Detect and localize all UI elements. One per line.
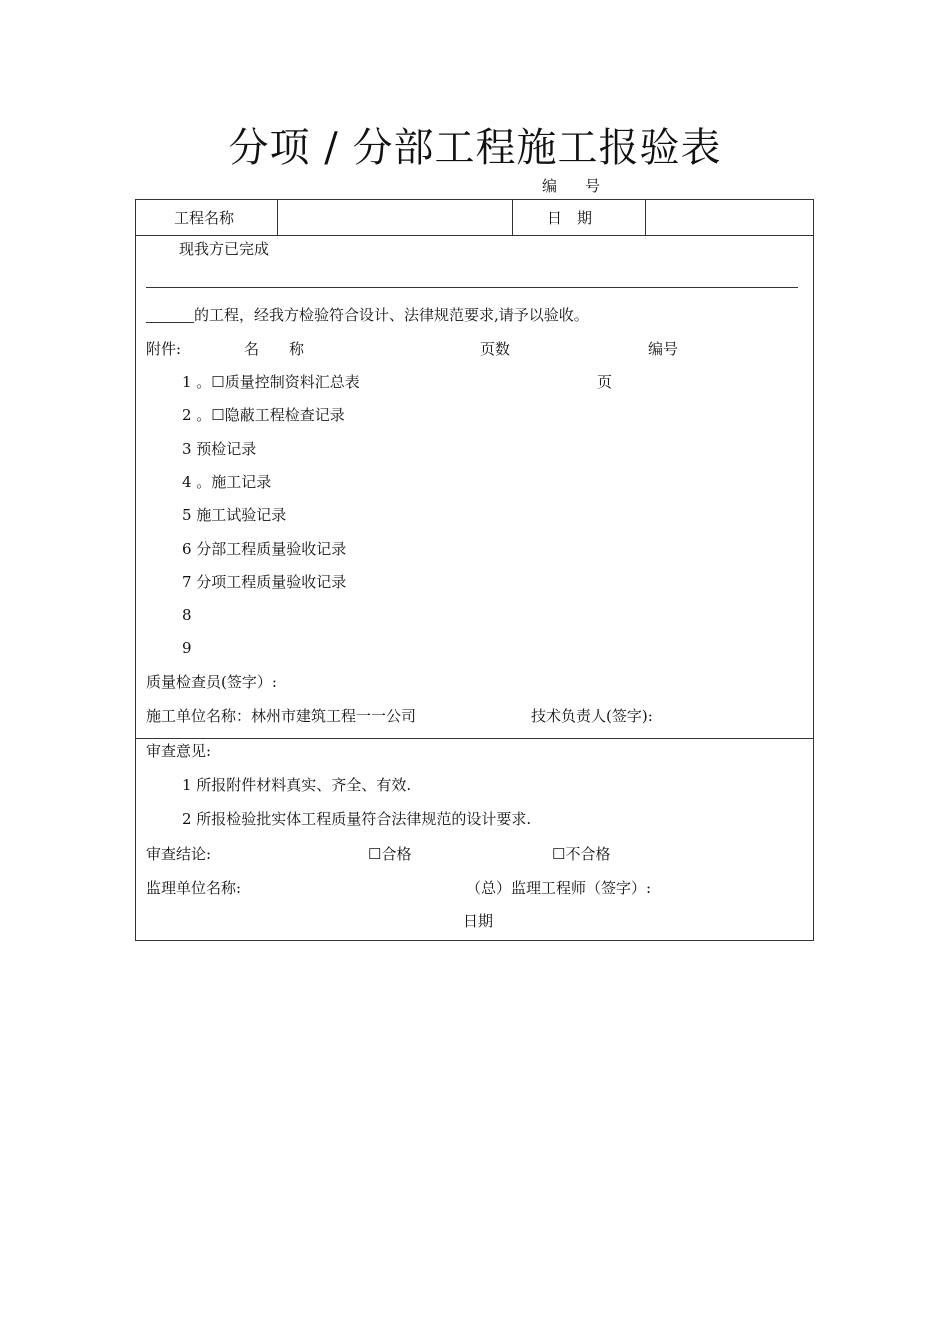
pass-checkbox[interactable]: ☐合格 — [368, 845, 412, 863]
attachment-item: 7 分项工程质量验收记录 — [182, 573, 347, 591]
project-name-label: 工程名称 — [174, 209, 235, 227]
statement-text: 的工程，经我方检验符合设计、法律规范要求,请予以验收。 — [194, 306, 589, 324]
attachment-item: 6 分部工程质量验收记录 — [182, 540, 347, 558]
chief-engineer-signature-label: （总）监理工程师（签字）: — [466, 879, 652, 897]
work-description-blank[interactable] — [146, 287, 798, 288]
attachment-item: 2 。☐隐蔽工程检查记录 — [182, 406, 345, 424]
attachment-item: 1 。☐质量控制资料汇总表 — [182, 373, 360, 391]
form-title: 分项 / 分部工程施工报验表 — [228, 125, 722, 171]
fail-checkbox[interactable]: ☐不合格 — [552, 845, 611, 863]
attachment-item: 9 — [182, 639, 192, 657]
review-conclusion-label: 审查结论: — [146, 845, 212, 863]
review-section-border — [136, 738, 813, 739]
supervisor-unit-label: 监理单位名称: — [146, 879, 242, 897]
serial-number-label: 编号 — [542, 177, 629, 195]
review-date-label: 日期 — [463, 912, 494, 930]
header-divider-1 — [277, 200, 278, 235]
review-opinion-label: 审查意见: — [146, 742, 212, 760]
header-divider-2 — [512, 200, 513, 235]
attachment-label: 附件: — [146, 340, 182, 358]
work-type-blank[interactable] — [146, 322, 194, 323]
column-pages-header: 页数 — [480, 340, 511, 358]
attachment-item: 4 。施工记录 — [182, 473, 272, 491]
date-label: 日 期 — [547, 209, 593, 227]
header-divider-3 — [645, 200, 646, 235]
contractor-name-label: 施工单位名称：林州市建筑工程一一公司 — [146, 707, 417, 725]
attachment-item: 3 预检记录 — [182, 440, 257, 458]
review-opinion-item: 1 所报附件材料真实、齐全、有效. — [182, 776, 412, 794]
attachment-item-pages-unit: 页 — [597, 373, 613, 391]
header-row-border — [136, 235, 813, 236]
inspection-form — [135, 199, 814, 941]
tech-lead-signature-label: 技术负责人(签字): — [531, 707, 653, 725]
review-opinion-item: 2 所报检验批实体工程质量符合法律规范的设计要求. — [182, 810, 532, 828]
column-number-header: 编号 — [648, 340, 679, 358]
attachment-item: 5 施工试验记录 — [182, 506, 287, 524]
inspector-signature-label: 质量检查员(签字）: — [146, 673, 277, 691]
column-name-header: 名 称 — [244, 340, 305, 358]
attachment-item: 8 — [182, 606, 192, 624]
intro-text: 现我方已完成 — [179, 240, 270, 258]
